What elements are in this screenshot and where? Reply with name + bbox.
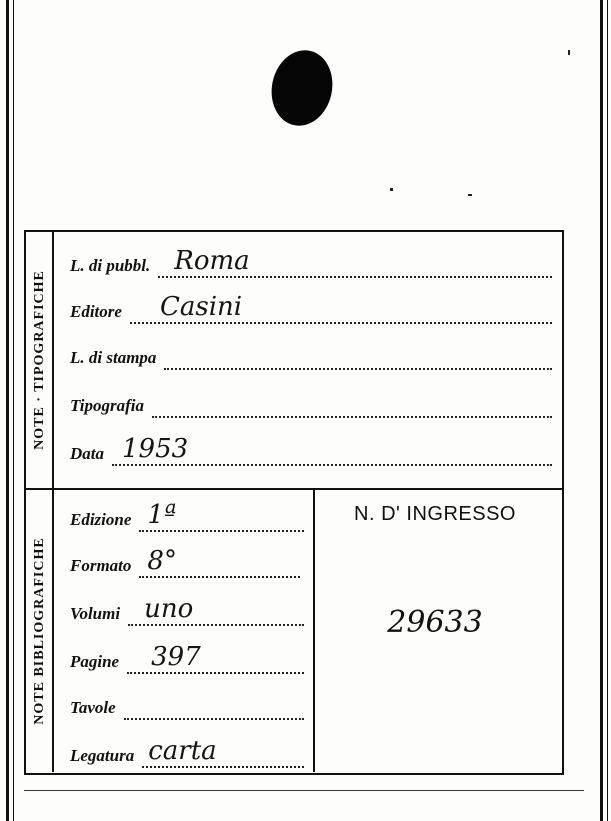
bibliografiche-title-strip <box>28 490 54 772</box>
field-luogo-stampa <box>70 336 552 370</box>
field-value: 397 <box>151 642 201 672</box>
field-line <box>164 342 552 370</box>
field-value: Casini <box>159 292 243 322</box>
field-label: Data <box>70 444 104 463</box>
right-card-edge <box>600 0 603 821</box>
field-edizione <box>70 498 304 532</box>
field-value: 1ª <box>147 500 177 530</box>
field-pagine <box>70 640 304 674</box>
field-label: L. di stampa <box>70 348 157 367</box>
speck <box>568 50 570 55</box>
field-tavole <box>70 686 304 720</box>
field-volumi <box>70 592 304 626</box>
speck <box>390 188 393 191</box>
field-label: L. di pubbl. <box>70 256 151 275</box>
field-label: Pagine <box>70 652 120 671</box>
field-line <box>128 594 304 626</box>
field-label: Formato <box>70 556 132 575</box>
field-line <box>124 692 304 720</box>
field-line <box>130 292 552 324</box>
field-line <box>142 736 304 768</box>
tipografiche-title-strip <box>28 232 54 488</box>
field-formato <box>70 544 300 578</box>
field-line <box>139 546 300 578</box>
field-data <box>70 432 552 466</box>
field-value: uno <box>144 594 194 624</box>
field-legatura <box>70 734 304 768</box>
field-luogo-pubblicazione <box>70 244 552 278</box>
left-card-edge-inner <box>13 0 14 821</box>
field-label: Legatura <box>70 746 135 765</box>
field-line <box>127 642 304 674</box>
field-value: carta <box>148 736 217 766</box>
tipografiche-title: NOTE · TIPOGRAFICHE <box>32 270 47 450</box>
speck <box>468 194 472 196</box>
field-value: 1953 <box>122 434 189 464</box>
right-card-edge-outer <box>607 0 608 821</box>
punch-hole <box>265 45 339 132</box>
field-value: Roma <box>174 246 250 276</box>
field-value: 8° <box>147 546 177 576</box>
field-line <box>152 390 552 418</box>
bottom-rule <box>24 790 584 791</box>
left-card-edge <box>6 0 9 821</box>
field-line <box>158 246 552 278</box>
field-editore <box>70 290 552 324</box>
field-label: Volumi <box>70 604 121 623</box>
field-label: Tavole <box>70 698 116 717</box>
field-line <box>112 434 552 466</box>
bibliografiche-title: NOTE BIBLIOGRAFICHE <box>32 537 47 725</box>
field-label: Edizione <box>70 510 132 529</box>
field-label: Editore <box>70 302 122 321</box>
column-divider <box>313 490 315 772</box>
field-line <box>139 500 304 532</box>
field-tipografia <box>70 384 552 418</box>
ingresso-title: N. D' INGRESSO <box>354 503 516 525</box>
ingresso-number: 29633 <box>387 605 483 640</box>
field-label: Tipografia <box>70 396 144 415</box>
